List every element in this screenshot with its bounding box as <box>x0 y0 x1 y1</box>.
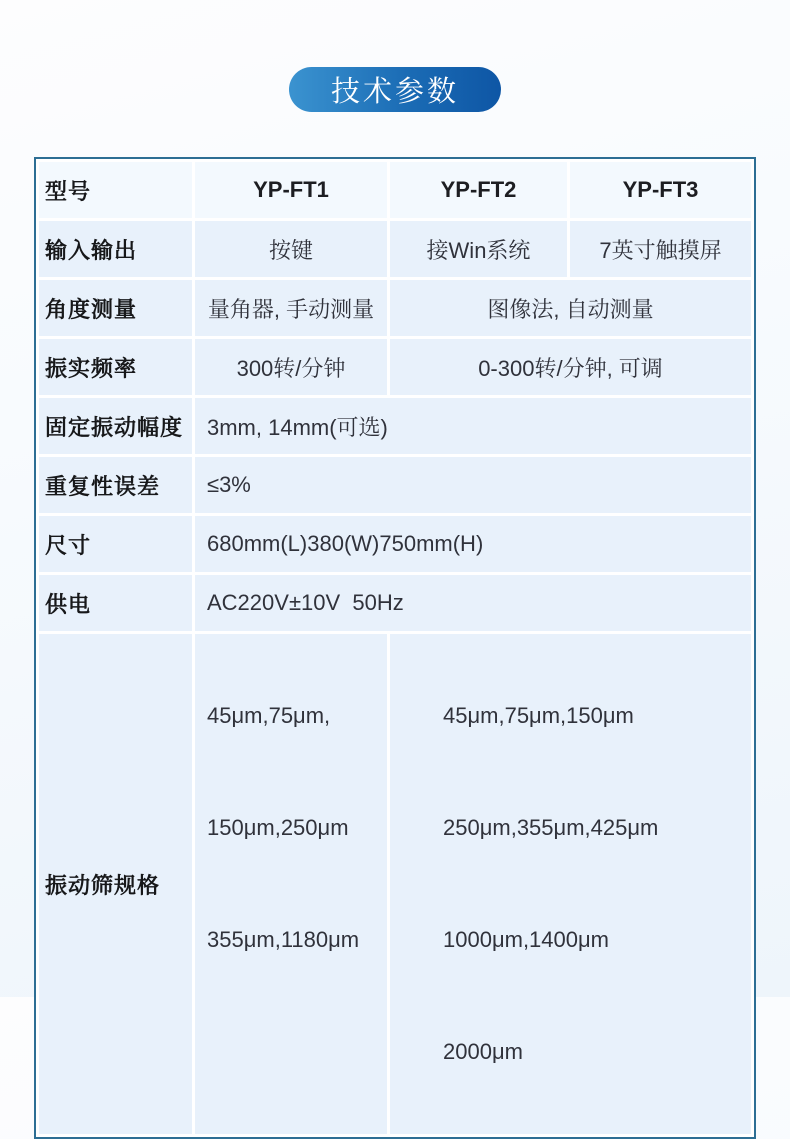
row-label-angle-measurement: 角度测量 <box>39 280 192 336</box>
row-input-output <box>39 221 751 277</box>
header-label-model: 型号 <box>39 162 192 218</box>
row-label-input-output: 输入输出 <box>39 221 192 277</box>
row-dimensions <box>39 516 751 572</box>
value-input-output-ft1: 按键 <box>195 221 387 277</box>
model-name-ft1: YP-FT1 <box>195 162 387 218</box>
sieve-spec-line: 250μm,355μm,425μm <box>443 815 659 840</box>
value-power-supply: AC220V±10V 50Hz <box>195 575 751 631</box>
row-label-vibration-amplitude: 固定振动幅度 <box>39 398 192 454</box>
row-power-supply <box>39 575 751 631</box>
sieve-spec-line: 45μm,75μm,150μm <box>443 703 634 728</box>
row-angle-measurement <box>39 280 751 336</box>
row-label-tapping-frequency: 振实频率 <box>39 339 192 395</box>
sieve-spec-line: 150μm,250μm <box>207 815 349 840</box>
section-title-text: 技术参数 <box>330 76 459 108</box>
value-input-output-ft3: 7英寸触摸屏 <box>570 221 751 277</box>
row-label-repeatability-error: 重复性误差 <box>39 457 192 513</box>
value-dimensions: 680mm(L)380(W)750mm(H) <box>195 516 751 572</box>
sieve-spec-line: 2000μm <box>443 1039 523 1064</box>
value-angle-measurement-ft1: 量角器, 手动测量 <box>195 280 387 336</box>
value-repeatability-error: ≤3% <box>195 457 751 513</box>
model-name-ft3: YP-FT3 <box>570 162 751 218</box>
value-tapping-frequency-ft2-ft3: 0-300转/分钟, 可调 <box>390 339 751 395</box>
model-name-ft2: YP-FT2 <box>390 162 567 218</box>
row-vibration-amplitude <box>39 398 751 454</box>
row-label-sieve-specs: 振动筛规格 <box>39 634 192 1134</box>
sieve-spec-line: 45μm,75μm, <box>207 703 331 728</box>
value-input-output-ft2: 接Win系统 <box>390 221 567 277</box>
value-angle-measurement-ft2-ft3: 图像法, 自动测量 <box>390 280 751 336</box>
value-sieve-specs-ft1 <box>195 634 387 1134</box>
row-sieve-specs <box>39 634 751 1134</box>
row-label-dimensions: 尺寸 <box>39 516 192 572</box>
value-sieve-specs-ft2-ft3 <box>390 634 751 1134</box>
section-title-badge <box>289 67 501 112</box>
sieve-spec-line: 355μm,1180μm <box>207 927 360 952</box>
spec-table <box>34 157 756 1139</box>
table-header-row <box>39 162 751 218</box>
row-label-power-supply: 供电 <box>39 575 192 631</box>
value-tapping-frequency-ft1: 300转/分钟 <box>195 339 387 395</box>
sieve-spec-line: 1000μm,1400μm <box>443 927 609 952</box>
value-vibration-amplitude: 3mm, 14mm(可选) <box>195 398 751 454</box>
row-repeatability-error <box>39 457 751 513</box>
row-tapping-frequency <box>39 339 751 395</box>
